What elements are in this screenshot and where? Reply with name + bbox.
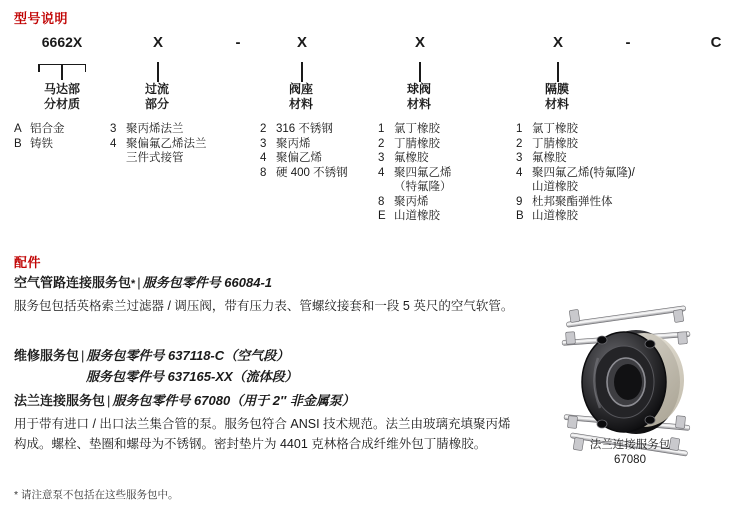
option-key: 3 [110, 123, 117, 135]
column-header-flow-line2: 部分 [144, 97, 169, 111]
option-key [110, 151, 126, 166]
option-row [14, 122, 65, 137]
option-key: 2 [516, 137, 523, 150]
option-value: 氯丁橡胶 [532, 123, 578, 135]
option-value: 聚四氟乙烯(特氟隆)/ [532, 166, 635, 179]
option-value: 杜邦聚酯弹性体 [532, 195, 613, 208]
option-value: 聚丙烯法兰 [126, 123, 184, 135]
option-row [378, 180, 452, 195]
stem-seat [301, 62, 303, 82]
photo-caption [520, 438, 740, 468]
accessory-body: 用于带有进口 / 出口法兰集合管的泵。服务包符合 ANSI 技术规范。法兰由玻璃充填聚丙烯构成。螺栓、垫圈和螺母为不锈钢。密封垫片为 4401 克林格合成纤维外包丁腈橡胶。 [14, 417, 511, 451]
option-value: 三件式接管 [126, 152, 184, 164]
option-row [516, 122, 635, 137]
option-value: 山道橡胶 [532, 210, 578, 222]
option-value: 铝合金 [30, 123, 65, 135]
option-value: 聚四氟乙烯 [394, 166, 452, 179]
option-value: 丁腈橡胶 [394, 137, 440, 150]
stem-diaphragm [557, 62, 559, 82]
column-header-motor-line2: 分材质 [43, 97, 80, 111]
code-cell-ball: X [414, 34, 425, 51]
option-value: 氟橡胶 [394, 152, 429, 164]
option-row [14, 137, 65, 152]
column-header-flow-line1: 过流 [144, 82, 169, 96]
accessory-part-number: 服务包零件号 637118-C（空气段） [86, 348, 290, 363]
option-row [378, 166, 452, 181]
option-key: 3 [516, 152, 523, 164]
option-key [516, 180, 532, 195]
option-key: E [378, 210, 386, 222]
accessories-section-title: 配件 [14, 255, 42, 270]
option-row [516, 137, 635, 152]
code-cell-seat: X [296, 34, 307, 51]
column-header-seat [261, 82, 341, 112]
option-row [378, 137, 452, 152]
accessory-item-repair [14, 345, 514, 385]
stem-ball [419, 62, 421, 82]
option-key: 9 [516, 195, 523, 208]
option-value: 铸铁 [30, 137, 53, 150]
stem-flow [157, 62, 159, 82]
model-section-title: 型号说明 [14, 11, 69, 26]
accessory-heading [14, 390, 514, 409]
option-value: （特氟隆） [394, 181, 452, 193]
option-key: A [14, 123, 22, 135]
accessory-heading-text: 空气管路连接服务包 [14, 275, 132, 290]
option-row [260, 122, 348, 137]
accessory-item-air-line [14, 272, 514, 316]
column-header-ball-line2: 材料 [406, 97, 431, 111]
accessory-separator: | [81, 348, 85, 363]
photo-caption-line2: 67080 [614, 454, 646, 466]
code-cell-motor: 6662X [41, 34, 83, 50]
column-header-seat-line1: 阀座 [288, 82, 313, 96]
option-value: 山道橡胶 [394, 210, 440, 222]
option-key: 4 [260, 152, 267, 164]
column-header-seat-line2: 材料 [288, 97, 313, 111]
code-cell-diaphragm: X [552, 34, 563, 51]
option-value: 聚偏氟乙烯法兰 [126, 137, 207, 150]
option-row [516, 180, 635, 195]
accessory-part-number-2: 服务包零件号 637165-XX（流体段） [86, 369, 298, 384]
column-header-motor-line1: 马达部 [43, 82, 80, 96]
option-key: 4 [378, 166, 385, 179]
option-value: 聚丙烯 [394, 195, 429, 208]
option-row [378, 195, 452, 210]
option-key: 4 [516, 166, 523, 179]
option-value: 316 不锈钢 [276, 123, 333, 135]
option-list-flow [110, 122, 207, 166]
option-key: B [14, 137, 22, 150]
option-row [378, 122, 452, 137]
option-row [516, 195, 635, 210]
accessory-heading [14, 345, 514, 364]
option-list-diaphragm [516, 122, 635, 224]
option-value: 氟橡胶 [532, 152, 567, 164]
option-row [378, 151, 452, 166]
option-row [110, 137, 207, 152]
option-key: 2 [260, 123, 267, 135]
option-value: 山道橡胶 [532, 181, 578, 193]
option-key: 1 [378, 123, 385, 135]
option-value: 硬 400 不锈钢 [276, 166, 348, 179]
column-header-diaphragm-line2: 材料 [544, 97, 569, 111]
option-value: 丁腈橡胶 [532, 137, 578, 150]
stem-motor [61, 64, 63, 80]
option-row [110, 151, 207, 166]
option-key: 3 [260, 137, 267, 150]
option-value: 聚偏乙烯 [276, 152, 322, 164]
code-cell-dash-1: - [235, 34, 241, 51]
accessory-body: 服务包包括英格索兰过滤器 / 调压阀，带有压力表、管螺纹接套和一段 5 英尺的空气软管。 [14, 299, 514, 313]
option-key: 8 [260, 166, 267, 179]
option-row [516, 151, 635, 166]
option-key: B [516, 210, 524, 222]
photo-caption-line1: 法兰连接服务包 [589, 439, 671, 451]
column-header-motor [22, 82, 102, 112]
column-header-ball-line1: 球阀 [406, 82, 431, 96]
code-cell-suffix: C [710, 34, 722, 51]
option-row [260, 166, 348, 181]
accessory-heading-text: 法兰连接服务包 [14, 393, 106, 408]
option-key: 3 [378, 152, 385, 164]
option-row [516, 166, 635, 181]
option-list-seat [260, 122, 348, 180]
accessory-separator: | [137, 275, 141, 290]
option-row [260, 151, 348, 166]
accessory-part-number: 服务包零件号 67080（用于 2″ 非金属泵） [112, 393, 355, 408]
option-row [516, 209, 635, 224]
column-header-diaphragm-line1: 隔膜 [544, 82, 569, 96]
accessory-item-flange [14, 390, 514, 454]
accessory-part-number: 服务包零件号 66084-1 [142, 275, 273, 290]
column-header-diaphragm [517, 82, 597, 112]
column-header-flow [117, 82, 197, 112]
code-cell-flow: X [152, 34, 163, 51]
option-list-motor [14, 122, 65, 151]
footnote-star: * [131, 278, 136, 290]
accessories-footnote: * 请注意泵不包括在这些服务包中。 [14, 489, 179, 501]
accessory-heading-text: 维修服务包 [14, 348, 80, 363]
option-list-ball [378, 122, 452, 224]
code-cell-dash-2: - [625, 34, 631, 51]
column-header-ball [379, 82, 459, 112]
model-code-row [0, 34, 750, 60]
option-value: 氯丁橡胶 [394, 123, 440, 135]
option-row [110, 122, 207, 137]
option-key: 1 [516, 123, 523, 135]
option-row [378, 209, 452, 224]
accessory-separator: | [107, 393, 111, 408]
accessory-heading [14, 272, 514, 291]
option-key: 2 [378, 137, 385, 150]
option-key: 8 [378, 195, 385, 208]
option-key: 4 [110, 137, 117, 150]
option-row [260, 137, 348, 152]
option-key [378, 180, 394, 195]
option-value: 聚丙烯 [276, 137, 311, 150]
